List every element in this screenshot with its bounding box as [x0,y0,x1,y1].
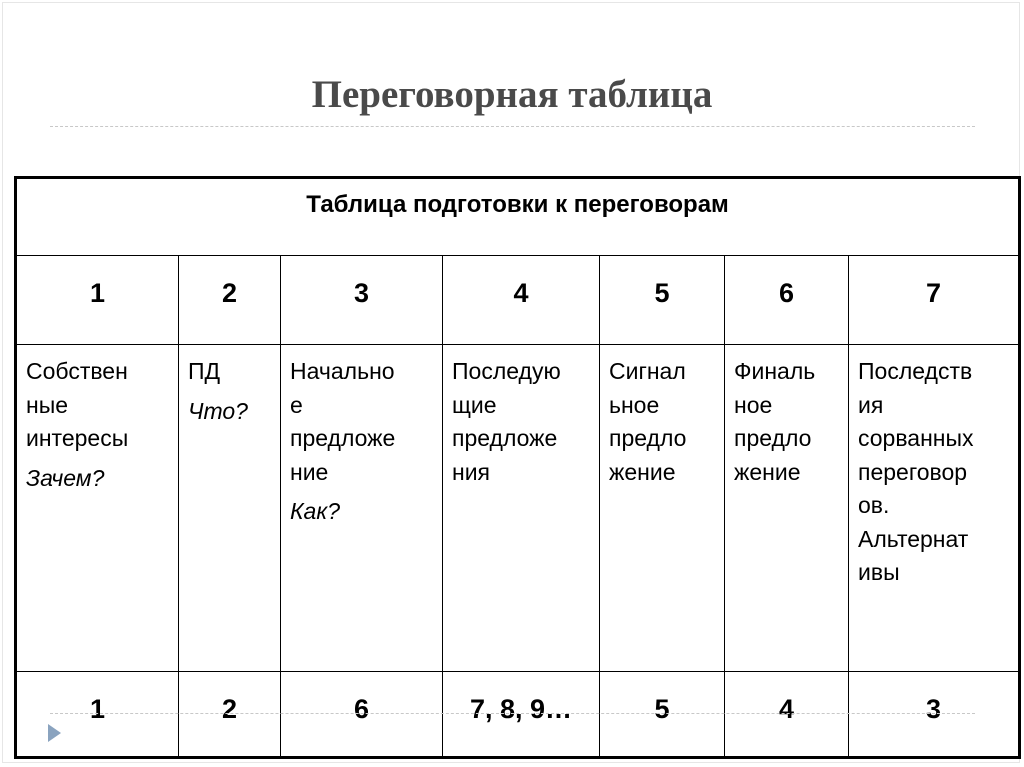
cell-text-line: ние [290,458,329,485]
cell-subsequent-offers [443,345,600,672]
column-number: 2 [179,256,281,345]
table-header: Таблица подготовки к переговорам [16,178,1020,256]
negotiation-prep-table [14,176,1021,759]
cell-final-offer [725,345,849,672]
order-number: 2 [179,672,281,758]
cell-text-line: ния [452,458,491,485]
cell-text-line: е [290,391,303,418]
cell-text-line: Альтернат [858,525,969,552]
order-number: 5 [600,672,725,758]
footer-divider [50,713,975,714]
cell-text-line: предло [609,425,687,451]
cell-text-line: Собствен [26,358,128,384]
cell-text-line: Финаль [734,358,816,384]
order-number: 4 [725,672,849,758]
cell-text-line: предложе [452,425,558,451]
cell-text-line: жение [734,458,801,485]
cell-text-line: Последств [858,358,973,384]
cell-text-line: Последую [452,358,561,384]
cell-text-line: Начально [290,358,395,384]
cell-text-line: ов. [858,492,890,518]
cell-text-line: щие [452,391,497,418]
table-row-numbers-top [16,256,1020,345]
title-divider [50,126,975,127]
cell-failed-negotiation-consequences [849,345,1020,672]
cell-pd [179,345,281,672]
cell-text-line: ьное [609,391,660,418]
order-number: 3 [849,672,1020,758]
cell-text-line: Сигнал [609,358,686,384]
cell-text-line: сорванных [858,425,974,451]
cell-text-line: ное [734,391,773,418]
cell-text-line: переговор [858,458,968,485]
order-number: 7, 8, 9… [443,672,600,758]
cell-question: Что? [188,397,248,424]
cell-question: Зачем? [26,464,105,491]
column-number: 6 [725,256,849,345]
cell-text-line: ия [858,391,884,418]
column-number: 1 [16,256,179,345]
column-number: 7 [849,256,1020,345]
cell-signal-offer [600,345,725,672]
slide-title: Переговорная таблица [311,73,713,116]
cell-text-line: ивы [858,559,900,585]
cell-text-line: ные [26,391,69,418]
cell-text-line: интересы [26,425,129,451]
cell-initial-offer [281,345,443,672]
order-number: 6 [281,672,443,758]
column-number: 3 [281,256,443,345]
table-row-descriptions [16,345,1020,672]
cell-own-interests [16,345,179,672]
cell-text-line: предложе [290,425,396,451]
cell-text-line: ПД [188,358,221,384]
column-number: 5 [600,256,725,345]
cell-text-line: жение [609,458,676,485]
table-header-row [16,178,1020,256]
order-number: 1 [16,672,179,758]
cell-text-line: предло [734,425,812,451]
cell-question: Как? [290,498,340,524]
table-row-numbers-bottom [16,672,1020,758]
column-number: 4 [443,256,600,345]
next-slide-arrow-icon[interactable] [48,724,61,742]
